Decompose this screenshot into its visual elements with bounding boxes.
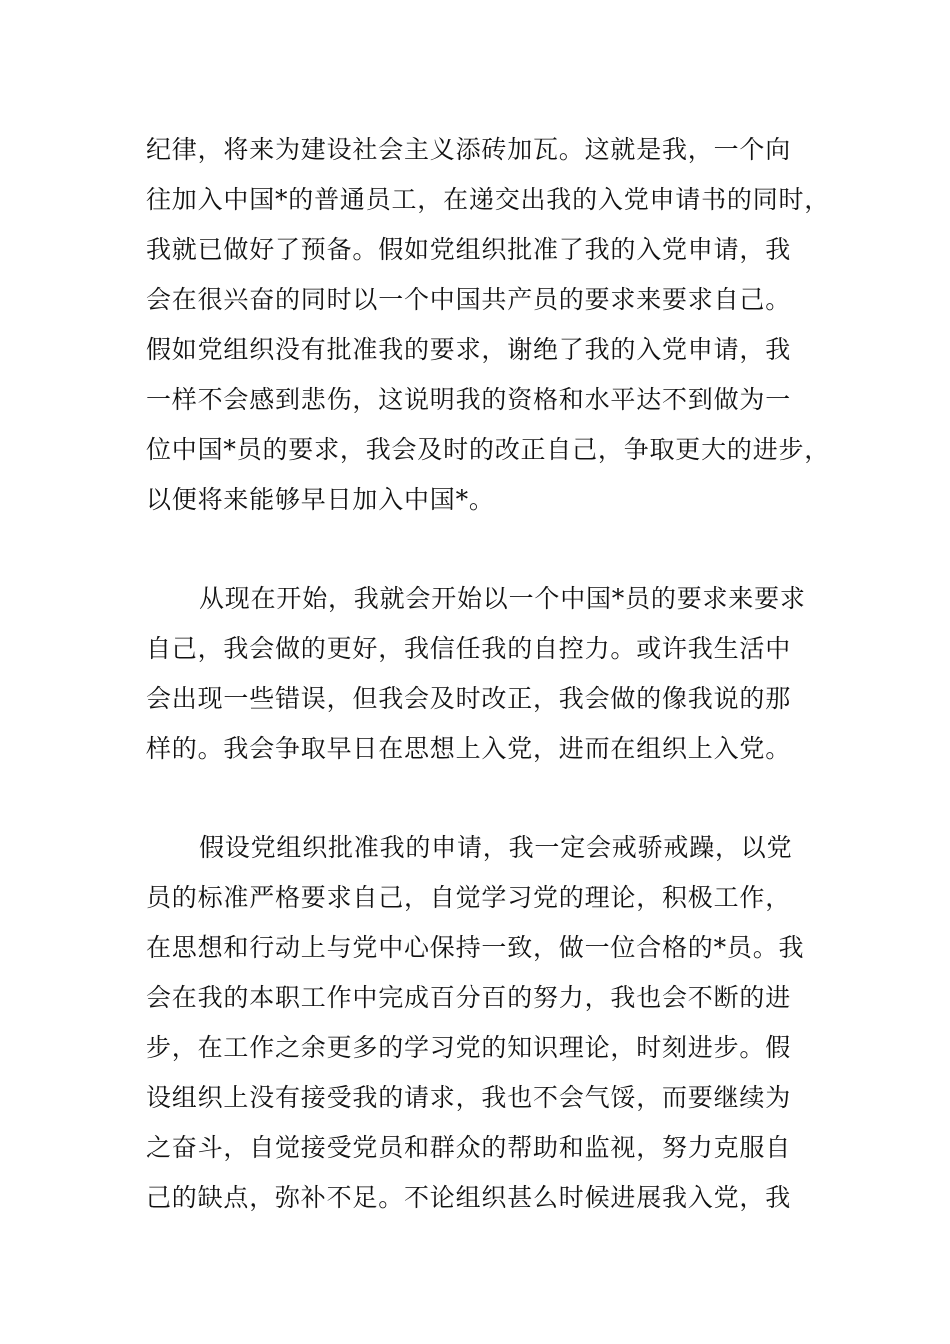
paragraph-1-line-8: 以便将来能够早日加入中国*。: [146, 485, 495, 514]
paragraph-2-line-2: 自己，我会做的更好，我信任我的自控力。或许我生活中: [146, 634, 792, 663]
paragraph-3-line-8: 己的缺点，弥补不足。不论组织甚么时候进展我入党，我: [146, 1183, 792, 1212]
paragraph-3-line-5: 步，在工作之余更多的学习党的知识理论，时刻进步。假: [146, 1033, 792, 1062]
paragraph-3-line-1: 假设党组织批准我的申请，我一定会戒骄戒躁，以党: [199, 833, 793, 862]
paragraph-1-line-6: 一样不会感到悲伤，这说明我的资格和水平达不到做为一: [146, 385, 792, 414]
paragraph-2-line-3: 会出现一些错误，但我会及时改正，我会做的像我说的那: [146, 684, 792, 713]
paragraph-3-line-3: 在思想和行动上与党中心保持一致，做一位合格的*员。我: [146, 933, 805, 962]
paragraph-3-line-2: 员的标准严格要求自己，自觉学习党的理论，积极工作，: [146, 883, 792, 912]
paragraph-2-line-1: 从现在开始，我就会开始以一个中国*员的要求来要求: [199, 584, 806, 613]
paragraph-1-line-5: 假如党组织没有批准我的要求，谢绝了我的入党申请，我: [146, 335, 792, 364]
paragraph-1-line-2: 往加入中国*的普通员工，在递交出我的入党申请书的同时，: [146, 185, 831, 214]
paragraph-2-line-4: 样的。我会争取早日在思想上入党，进而在组织上入党。: [146, 734, 792, 763]
paragraph-1-line-3: 我就已做好了预备。假如党组织批准了我的入党申请，我: [146, 235, 792, 264]
paragraph-1-line-4: 会在很兴奋的同时以一个中国共产员的要求来要求自己。: [146, 285, 792, 314]
paragraph-3-line-4: 会在我的本职工作中完成百分百的努力，我也会不断的进: [146, 983, 792, 1012]
paragraph-1-line-7: 位中国*员的要求，我会及时的改正自己，争取更大的进步，: [146, 435, 831, 464]
paragraph-3-line-7: 之奋斗，自觉接受党员和群众的帮助和监视，努力克服自: [146, 1133, 792, 1162]
paragraph-1-line-1: 纪律，将来为建设社会主义添砖加瓦。这就是我，一个向: [146, 135, 792, 164]
paragraph-3-line-6: 设组织上没有接受我的请求，我也不会气馁，而要继续为: [146, 1083, 792, 1112]
